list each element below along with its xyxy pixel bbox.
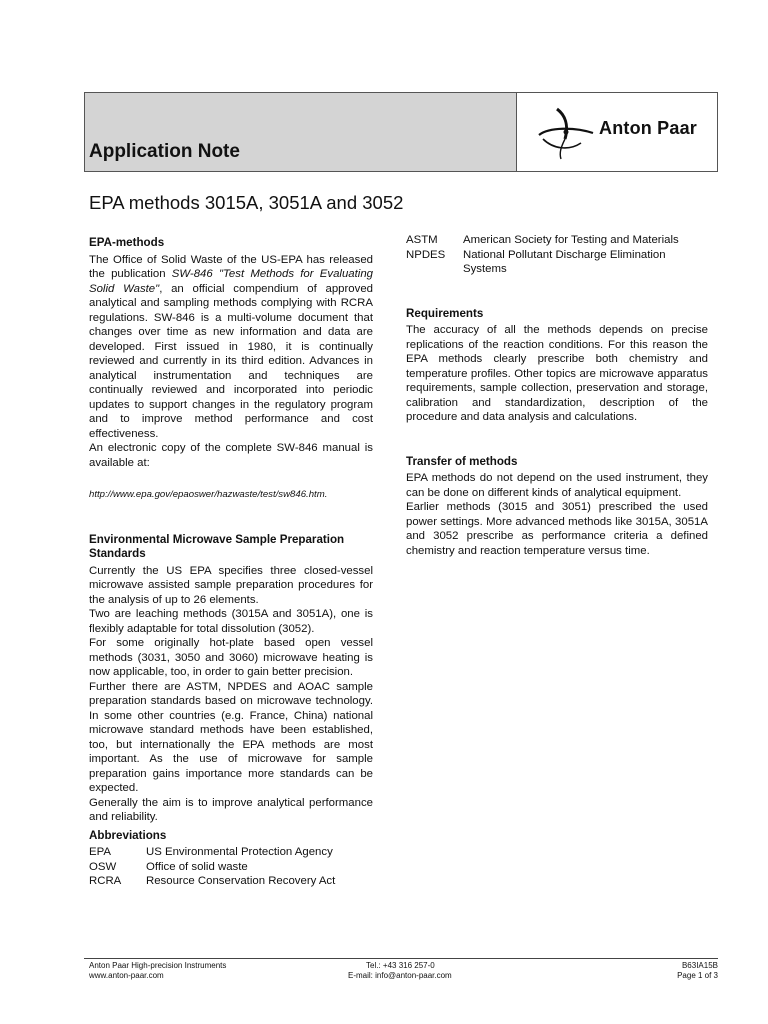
footer-tel: Tel.: +43 316 257-0 <box>366 961 435 970</box>
header-title-panel <box>85 93 517 171</box>
env-paragraph-4: Further there are ASTM, NPDES and AOAC sample preparation standards based on microwave technology. In some other countries (e.g. France, China) national microwave standard methods have been established, too, but internationally the EPA methods are most important. As the use of microwave for sample preparation gains importance more standards can be expected. <box>89 680 373 794</box>
abbr-key: RCRA <box>89 875 122 887</box>
abbr-value: Resource Conservation Recovery Act <box>146 875 336 887</box>
requirements-paragraph: The accuracy of all the methods depends on precise replications of the reaction conditions. For this reason the EPA methods clearly prescribe both chemistry and temperature profiles. Other topics are microwave apparatus requirements, sample collection, preservation and storage, calibration and standardization, description of the procedure and data analysis and calculations. <box>406 324 708 423</box>
epa-p1-text-b: , an official compendium of approved analytical and sampling methods complying with RCRA regulations. SW-846 is a multi-volume document that changes over time as new information and data are developed. First issued in 1980, it is continually reviewed and currently in its third edition. Advances in analytical instrumentation and techniques are continually reviewed and incorporated into periodic updates to support changes in the regulatory program and to improve method performance and cost effectiveness. <box>89 282 373 440</box>
abbr-key: NPDES <box>406 248 446 261</box>
abbr-row <box>406 248 708 277</box>
epa-p1-text-a: The Office of Solid Waste of the US-EPA has released the publication <box>89 253 373 280</box>
epa-paragraph-1 <box>89 253 373 442</box>
abbr-value: National Pollutant Discharge Elimination Systems <box>463 248 666 275</box>
env-paragraph-3: For some originally hot-plate based open vessel methods (3031, 3050 and 3060) microwave heating is now applicable, too, in order to gain better precision. <box>89 637 373 678</box>
footer-website-link[interactable]: www.anton-paar.com <box>89 971 164 980</box>
brand-name: Anton Paar <box>599 118 698 138</box>
epa-paragraph-2: An electronic copy of the complete SW-846 manual is available at: <box>89 442 373 469</box>
footer-doc-code: B63IA15B <box>681 961 718 970</box>
anton-paar-logo-icon <box>535 105 597 161</box>
right-column <box>406 233 708 558</box>
env-standards-heading: Environmental Microwave Sample Preparation Standards <box>89 532 345 560</box>
sw846-url-link[interactable]: http://www.epa.gov/epaoswer/hazwaste/test/sw846.htm. <box>89 489 328 500</box>
left-column <box>89 236 373 889</box>
footer-email-link[interactable]: E-mail: info@anton-paar.com <box>348 971 452 980</box>
env-paragraph-1: Currently the US EPA specifies three closed-vessel microwave assisted sample preparation procedures for the analysis of up to 26 elements. <box>89 564 373 606</box>
env-paragraph-2: Two are leaching methods (3015A and 3051A), one is flexibly adaptable for total dissolution (3052). <box>89 608 373 635</box>
abbr-key: ASTM <box>406 234 438 246</box>
abbr-row <box>89 845 335 860</box>
abbreviations-table-left <box>89 845 335 889</box>
document-title: EPA methods 3015A, 3051A and 3052 <box>89 192 404 213</box>
header-box <box>84 92 718 172</box>
footer-page-number: Page 1 of 3 <box>677 971 718 980</box>
footer-center <box>348 961 452 981</box>
abbr-row <box>406 233 708 248</box>
abbreviations-table-right <box>406 233 708 277</box>
epa-methods-heading: EPA-methods <box>89 236 165 249</box>
footer-divider <box>84 958 718 959</box>
abbr-value: American Society for Testing and Materials <box>463 234 679 246</box>
footer-left <box>89 961 226 981</box>
transfer-paragraph-2: Earlier methods (3015 and 3051) prescribed the used power settings. More advanced methods like 3015A, 3051A and 3052 prescribe as performance criteria a defined chemistry and reaction temperature versus time. <box>406 501 708 557</box>
abbr-value: Office of solid waste <box>146 860 248 873</box>
abbreviations-heading: Abbreviations <box>89 828 167 842</box>
section-title: Application Note <box>89 141 240 162</box>
requirements-heading: Requirements <box>406 306 484 320</box>
abbr-row <box>89 860 335 875</box>
footer-company: Anton Paar High-precision Instruments <box>89 961 227 970</box>
abbr-value: US Environmental Protection Agency <box>146 846 333 858</box>
transfer-paragraph-1: EPA methods do not depend on the used instrument, they can be done on different kinds of analytical equipment. <box>406 472 708 499</box>
transfer-heading: Transfer of methods <box>406 454 518 468</box>
abbr-row <box>89 874 335 889</box>
footer-right <box>640 961 718 981</box>
env-paragraph-5: Generally the aim is to improve analytical performance and reliability. <box>89 796 373 823</box>
abbr-key: EPA <box>89 846 111 858</box>
sw846-publication-title: SW-846 "Test Methods for Evaluating Solid Waste" <box>89 268 373 295</box>
brand-panel <box>517 93 717 171</box>
abbr-key: OSW <box>89 860 117 873</box>
